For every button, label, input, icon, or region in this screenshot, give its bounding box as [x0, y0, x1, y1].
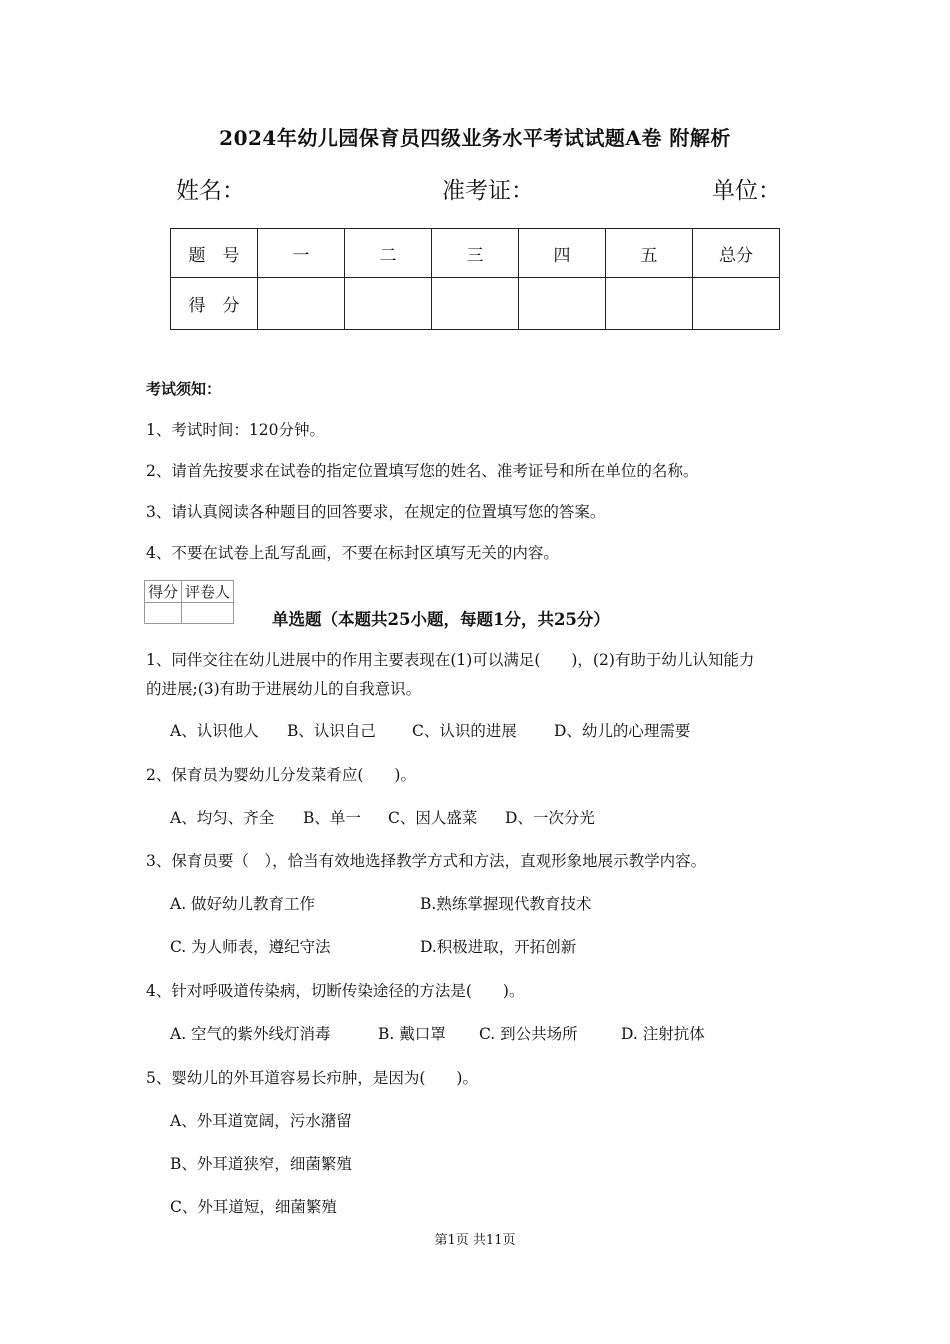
- score-table-score-row: [171, 278, 780, 330]
- notice-item: 3、请认真阅读各种题目的回答要求，在规定的位置填写您的答案。: [146, 503, 606, 521]
- notice-item: 4、不要在试卷上乱写乱画，不要在标封区填写无关的内容。: [146, 544, 559, 562]
- notice-item: 2、请首先按要求在试卷的指定位置填写您的姓名、准考证号和所在单位的名称。: [146, 462, 699, 480]
- score-row-label: 得 分: [171, 278, 258, 330]
- q3-option-c[interactable]: C. 为人师表，遵纪守法: [170, 938, 331, 956]
- q3-option-a[interactable]: A. 做好幼儿教育工作: [170, 895, 316, 913]
- score-table-header-cell: 五: [606, 229, 693, 278]
- q1-option-d[interactable]: D、幼儿的心理需要: [554, 722, 691, 740]
- q4-option-c[interactable]: C. 到公共场所: [479, 1025, 578, 1043]
- q2-option-a[interactable]: A、均匀、齐全: [170, 809, 275, 827]
- q1-option-a[interactable]: A、认识他人: [170, 722, 259, 740]
- score-cell[interactable]: [519, 278, 606, 330]
- grader-reviewer-label: 评卷人: [182, 581, 234, 603]
- section-title: 单选题（本题共25小题，每题1分，共25分）: [272, 610, 610, 629]
- score-table-header-cell: 总分: [693, 229, 780, 278]
- grader-score-cell[interactable]: [145, 603, 182, 624]
- q3-option-b[interactable]: B.熟练掌握现代教育技术: [420, 895, 592, 913]
- question-5-text: 5、婴幼儿的外耳道容易长疖肿，是因为( )。: [146, 1069, 478, 1087]
- question-3-text: 3、保育员要（ ），恰当有效地选择教学方式和方法，直观形象地展示教学内容。: [146, 852, 707, 870]
- question-2-text: 2、保育员为婴幼儿分发菜肴应( )。: [146, 766, 416, 784]
- grader-score-label: 得分: [145, 581, 182, 603]
- q2-option-c[interactable]: C、因人盛菜: [388, 809, 478, 827]
- notice-item: 1、考试时间：120分钟。: [146, 421, 325, 439]
- q2-option-b[interactable]: B、单一: [303, 809, 361, 827]
- question-4-text: 4、针对呼吸道传染病，切断传染途径的方法是( )。: [146, 982, 525, 1000]
- score-table-header-cell: 题 号: [171, 229, 258, 278]
- exam-id-field-label: 准考证：: [442, 178, 534, 204]
- q5-option-a[interactable]: A、外耳道宽阔，污水潴留: [170, 1112, 352, 1130]
- q5-option-b[interactable]: B、外耳道狭窄，细菌繁殖: [170, 1155, 352, 1173]
- notice-heading: 考试须知：: [146, 380, 222, 398]
- score-table-header-cell: 四: [519, 229, 606, 278]
- q2-option-d[interactable]: D、一次分光: [505, 809, 595, 827]
- score-cell[interactable]: [606, 278, 693, 330]
- q4-option-d[interactable]: D. 注射抗体: [621, 1025, 705, 1043]
- q1-option-b[interactable]: B、认识自己: [287, 722, 376, 740]
- grader-box: [144, 580, 234, 624]
- score-cell[interactable]: [693, 278, 780, 330]
- q3-option-d[interactable]: D.积极进取，开拓创新: [420, 938, 577, 956]
- grader-reviewer-cell[interactable]: [182, 603, 234, 624]
- score-cell[interactable]: [432, 278, 519, 330]
- q5-option-c[interactable]: C、外耳道短，细菌繁殖: [170, 1198, 337, 1216]
- q4-option-a[interactable]: A. 空气的紫外线灯消毒: [170, 1025, 331, 1043]
- score-cell[interactable]: [258, 278, 345, 330]
- score-table-header-cell: 二: [345, 229, 432, 278]
- question-1-text: 1、同伴交往在幼儿进展中的作用主要表现在(1)可以满足( )，(2)有助于幼儿认知能力: [146, 651, 755, 669]
- unit-field-label: 单位：: [712, 178, 781, 204]
- score-table-header-cell: 三: [432, 229, 519, 278]
- score-table-header-cell: 一: [258, 229, 345, 278]
- score-table-header-row: [171, 229, 780, 278]
- page-title: 2024年幼儿园保育员四级业务水平考试试题A卷 附解析: [219, 126, 731, 150]
- score-table: [170, 228, 780, 330]
- q4-option-b[interactable]: B. 戴口罩: [378, 1025, 446, 1043]
- q1-option-c[interactable]: C、认识的进展: [412, 722, 517, 740]
- page-number: 第1页 共11页: [434, 1233, 516, 1248]
- question-1-text-cont: 的进展;(3)有助于进展幼儿的自我意识。: [146, 680, 422, 698]
- name-field-label: 姓名：: [176, 178, 245, 204]
- score-cell[interactable]: [345, 278, 432, 330]
